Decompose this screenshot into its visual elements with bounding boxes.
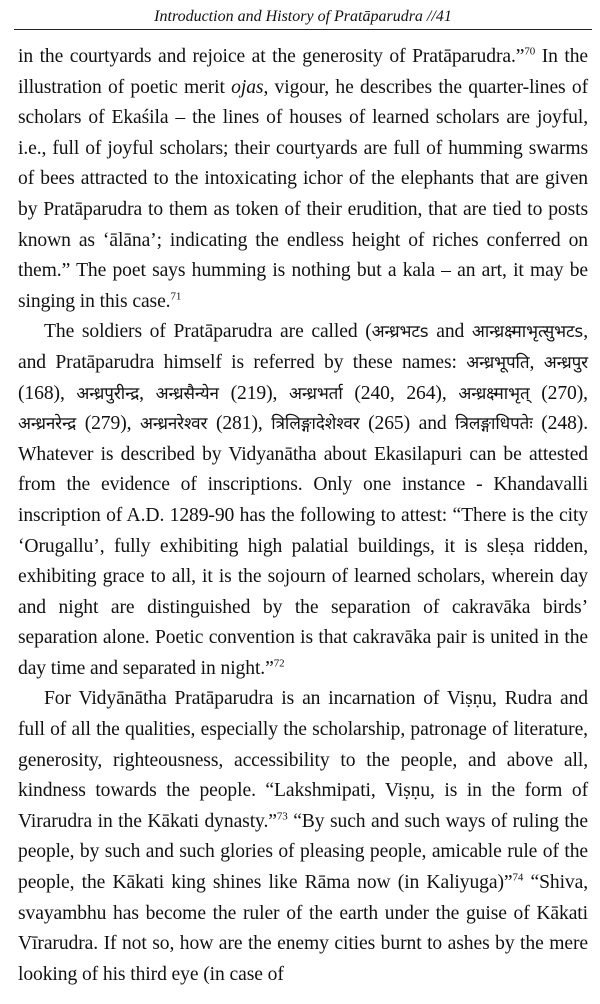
text-run: (270), [529, 382, 588, 404]
text-run: In the illustration of poetic merit [18, 46, 588, 98]
text-run: (279), [76, 413, 140, 435]
paragraph [18, 42, 588, 317]
text-run: (240, 264), [342, 382, 459, 404]
devanagari-term: अन्ध्रभर्ता [288, 383, 343, 404]
paragraph [18, 684, 588, 990]
footnote-ref: 70 [524, 45, 536, 58]
page-number: 41 [435, 8, 452, 25]
devanagari-term: त्रिलिङ्गादेशेश्वर [271, 414, 360, 435]
paragraph [18, 317, 588, 684]
footnote-ref: 72 [273, 657, 285, 670]
text-run: , [529, 351, 544, 373]
text-run: “By such and such ways of ruling the people, by such and such glories of pleasing people, amicable rule of the people, the Kākati king shines like Rāma now (in Kaliyuga)” [18, 810, 588, 894]
devanagari-term: अन्ध्रपुरीन्द्र [76, 383, 140, 404]
text-run: The soldiers of Pratāparudra are called ( [44, 321, 372, 343]
devanagari-term: आन्ध्रक्ष्माभृत्सुभटs [471, 322, 584, 343]
text-run: (248). Whatever is described by Vidyanātha about Ekasilapuri can be attested from the evidence of inscriptions. Only one instance - Khandavalli inscription of A.D. 1289-90 has the following to attest: “There is the city ‘Orugallu’, fully exhibiting high palatial buildings, it is sleṣa ridden, exhibiting grace to all, it is the sojourn of learned scholars, wherein day and night are distinguished by the separation of cakravāka birds’ separation alone. Poetic convention is that cakravāka pair is united in the day time and separated in night.” [18, 413, 588, 679]
text-run: For Vidyānātha Pratāparudra is an incarnation of Viṣṇu, Rudra and full of all the qualities, especially the scholarship, patronage of literature, generosity, righteousness, accessibility to the people, and above all, kindness towards the people. “Lakshmipati, Viṣṇu, is in the form of Virarudra in the Kākati dynasty.” [18, 688, 588, 832]
text-run: “Shiva, svayambhu has become the ruler of the earth under the guise of Kākati Vīrarudra. If not so, how are the enemy cities burnt to ashes by the mere looking of his third eye (in case of [18, 872, 588, 985]
devanagari-term: अन्ध्रक्ष्माभृत् [458, 383, 530, 404]
devanagari-term: अन्ध्रनरेन्द्र [18, 414, 77, 435]
running-title: Introduction and History of Pratāparudra [154, 8, 423, 25]
footnote-ref: 74 [512, 871, 524, 884]
footnote-ref: 73 [276, 810, 288, 823]
text-run: (265) and [359, 413, 456, 435]
text-run: , and Pratāparudra himself is referred by these names: [18, 321, 588, 373]
devanagari-term: अन्ध्रभूपति [466, 352, 530, 373]
text-run: and [428, 321, 472, 343]
devanagari-term: अन्ध्रभटs [371, 322, 429, 343]
text-run: (168), [18, 382, 77, 404]
running-head [14, 0, 592, 30]
body-text [18, 42, 588, 990]
text-run: (281), [207, 413, 272, 435]
italic-term: ojas [231, 76, 264, 98]
devanagari-term: त्रिलङ्गाधिपतेः [455, 414, 533, 435]
devanagari-term: अन्ध्रनरेश्वर [140, 414, 208, 435]
page-separator: // [426, 8, 436, 25]
text-run: , vigour, he describes the quarter-lines of scholars of Ekaśila – the lines of houses of learned scholars are joyful, i.e., full of joyful scholars; their courtyards are full of humming swarms of bees attracted to the intoxicating ichor of the elephants that are given by Pratāparudra to them as token of their erudition, that are tied to posts known as ‘ālāna’; indicating the endless height of riches conferred on them.” The poet says humming is nothing but a kala – an art, it may be singing in this case. [18, 76, 588, 312]
devanagari-term: अन्ध्रसैन्येन [155, 383, 219, 404]
text-run: in the courtyards and rejoice at the generosity of Pratāparudra.” [18, 46, 525, 67]
footnote-ref: 71 [170, 290, 182, 303]
text-run: , [139, 382, 156, 404]
text-run: (219), [218, 382, 289, 404]
devanagari-term: अन्ध्रपुर [543, 352, 588, 373]
